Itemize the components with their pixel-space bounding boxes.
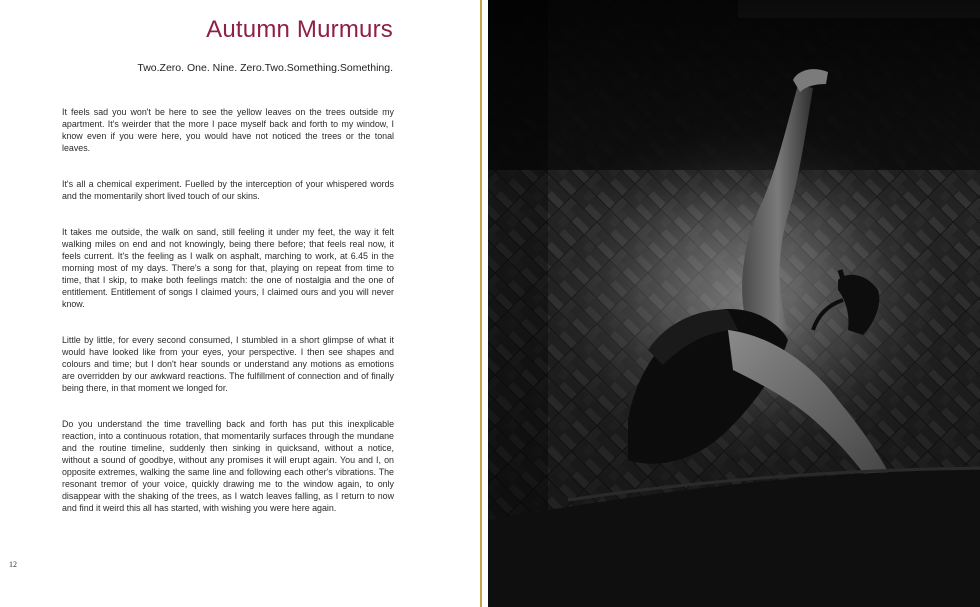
photograph-illustration xyxy=(488,0,980,607)
paragraph-4: Little by little, for every second consumed, I stumbled in a short glimpse of what it would have looked like from your eyes, your perspective. I then see shapes and colours and time; but I don't hear sounds or understand any motions as emotions are overridden by our awkward reactions. The fulfillment of connection and of finally being there, in that moment we longed for. xyxy=(62,335,394,393)
paragraph-2: It's all a chemical experiment. Fuelled by the interception of your whispered words and the momentarily short lived touch of our skins. xyxy=(62,179,394,201)
paragraph-5: Do you understand the time travelling back and forth has put this inexplicable reaction, into a continuous rotation, that momentarily surfaces through the mundane and the routine timeline, suddenly then sinking in quicksand, without a notice, without a sound of goodbye, without any promises it will erupt again. You and I, on opposite extremes, walking the same line and following each other's vibrations. The resonant tremor of your voice, quickly drawing me to the window again, to only disappear with the shaking of the trees, as I watch leaves falling, as I return to now and find it weird this all has started, with wishing you were here again. xyxy=(62,419,394,513)
page-number: 12 xyxy=(9,560,17,569)
article-body xyxy=(62,106,394,538)
paragraph-3: It takes me outside, the walk on sand, still feeling it under my feet, the way it felt walking miles on end and not knowingly, being there before; that feels real now, it feels current. It's the feeling as I walk on asphalt, marching to work, at 6.45 in the morning most of my days. There's a song for that, playing on repeat from time to time, that I skip, to make both feelings match: the one of nostalgia and the one of entitlement. Entitlement of songs I claimed yours, I claimed ours and you will never know. xyxy=(62,227,394,309)
photograph xyxy=(488,0,980,607)
page-title: Autumn Murmurs xyxy=(206,16,393,43)
paragraph-1: It feels sad you won't be here to see the yellow leaves on the trees outside my apartment. It's weirder that the more I pace myself back and forth to my window, I know even if you were here, you would have not noticed the trees or the tonal leaves. xyxy=(62,107,394,153)
left-page xyxy=(0,0,480,607)
page-subtitle: Two.Zero. One. Nine. Zero.Two.Something.Something. xyxy=(137,62,393,74)
